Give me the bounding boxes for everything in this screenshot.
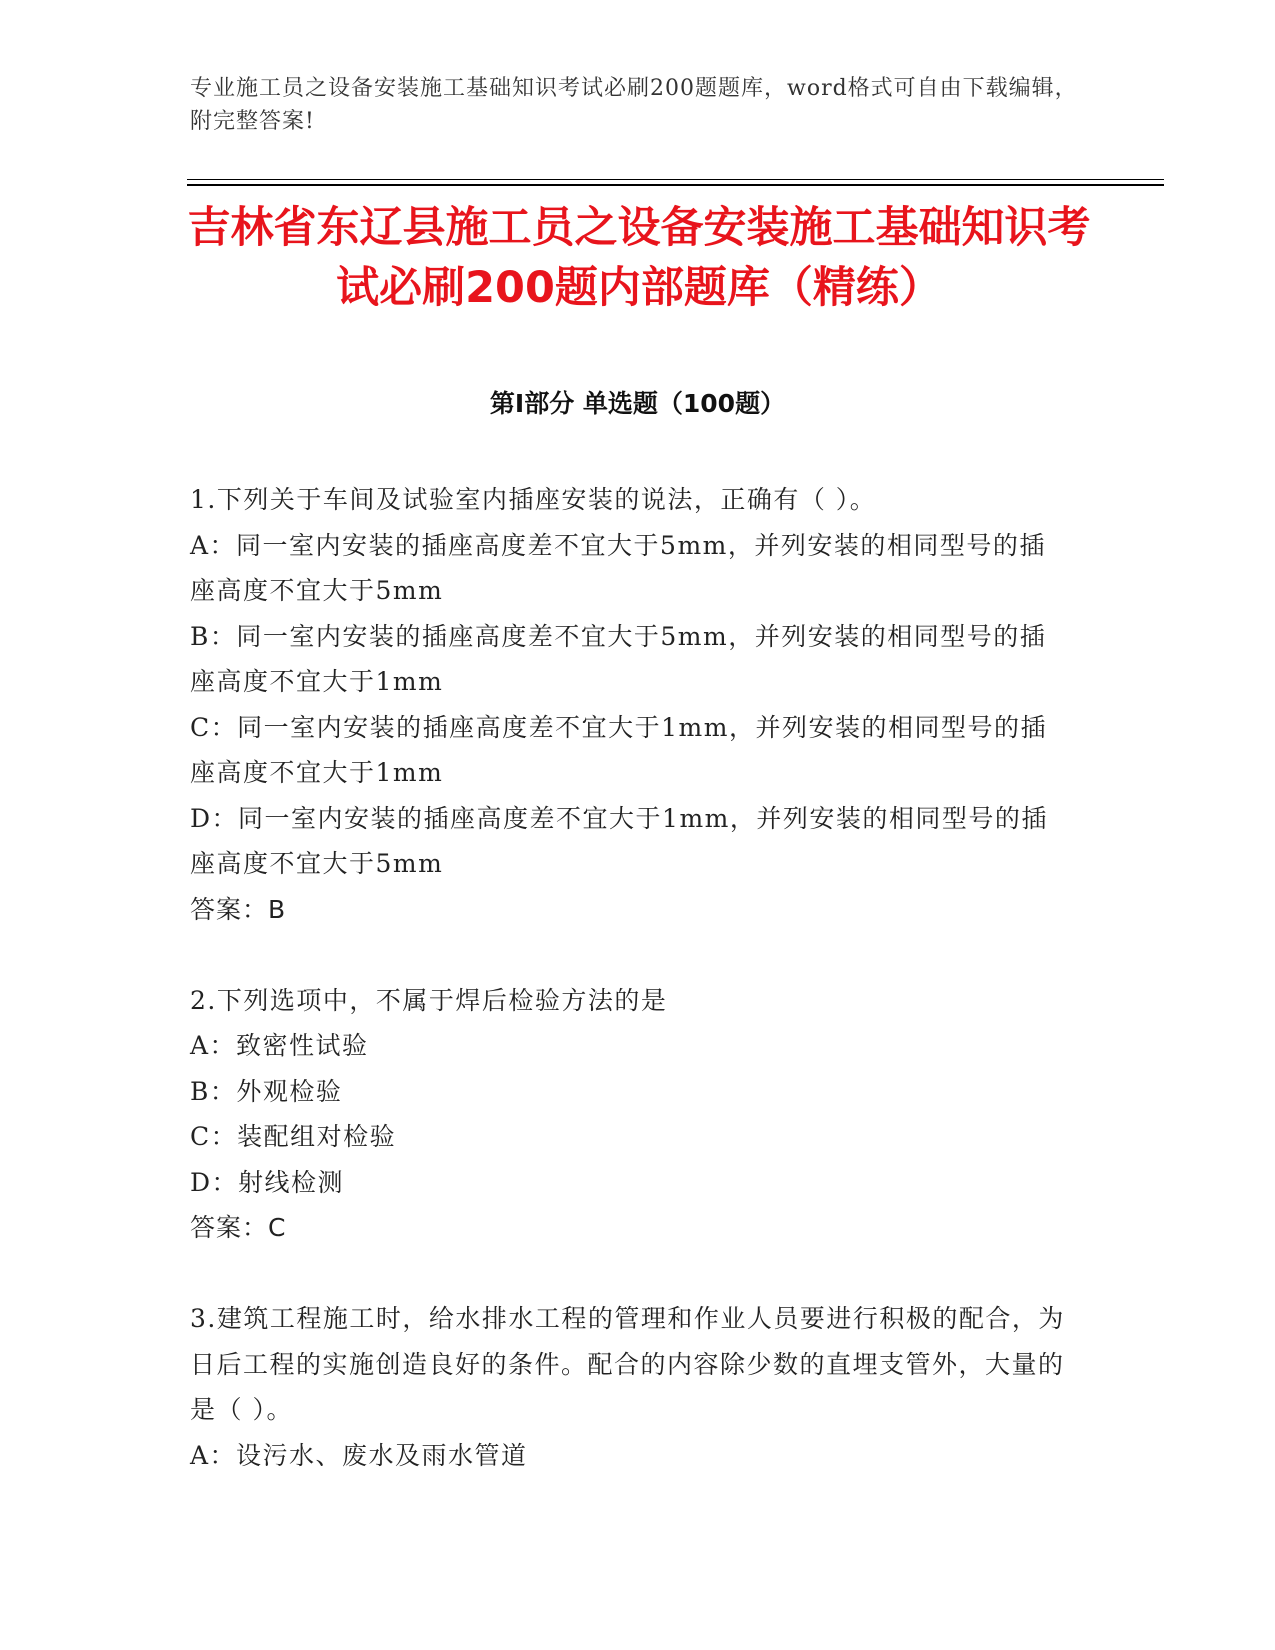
question-1 xyxy=(190,477,1070,932)
option-b: B：同一室内安装的插座高度差不宜大于5mm，并列安装的相同型号的插座高度不宜大于1mm xyxy=(190,621,1047,696)
answer: 答案：B xyxy=(190,894,287,924)
answer: 答案：C xyxy=(190,1213,287,1242)
option-c: C：同一室内安装的插座高度差不宜大于1mm，并列安装的相同型号的插座高度不宜大于1mm xyxy=(190,712,1047,787)
question-stem: 2.下列选项中，不属于焊后检验方法的是 xyxy=(190,985,668,1015)
question-3 xyxy=(190,1296,1070,1478)
page-title: 吉林省东辽县施工员之设备安装施工基础知识考试必刷200题内部题库（精练） xyxy=(187,203,1091,313)
option-b: B：外观检验 xyxy=(190,1076,343,1106)
option-c: C：装配组对检验 xyxy=(190,1122,397,1151)
option-a: A：同一室内安装的插座高度差不宜大于5mm，并列安装的相同型号的插座高度不宜大于5mm xyxy=(190,530,1046,605)
option-a: A：致密性试验 xyxy=(190,1031,369,1060)
question-list xyxy=(190,477,1070,1524)
question-stem: 3.建筑工程施工时，给水排水工程的管理和作业人员要进行积极的配合，为日后工程的实施创造良好的条件。配合的内容除少数的直埋支管外，大量的是（ ）。 xyxy=(190,1304,1065,1424)
section-title: 第Ⅰ部分 单选题（100题） xyxy=(489,389,786,418)
header-divider-thin xyxy=(187,179,1164,180)
question-stem: 1.下列关于车间及试验室内插座安装的说法，正确有（ ）。 xyxy=(190,485,877,514)
option-d: D：同一室内安装的插座高度差不宜大于1mm，并列安装的相同型号的插座高度不宜大于5mm xyxy=(190,803,1048,878)
option-d: D：射线检测 xyxy=(190,1167,345,1197)
option-a: A：设污水、废水及雨水管道 xyxy=(190,1440,528,1470)
header-note: 专业施工员之设备安装施工基础知识考试必刷200题题库，word格式可自由下载编辑，附完整答案! xyxy=(190,76,1078,134)
header-divider-thick xyxy=(187,184,1164,186)
question-2 xyxy=(190,978,1070,1251)
